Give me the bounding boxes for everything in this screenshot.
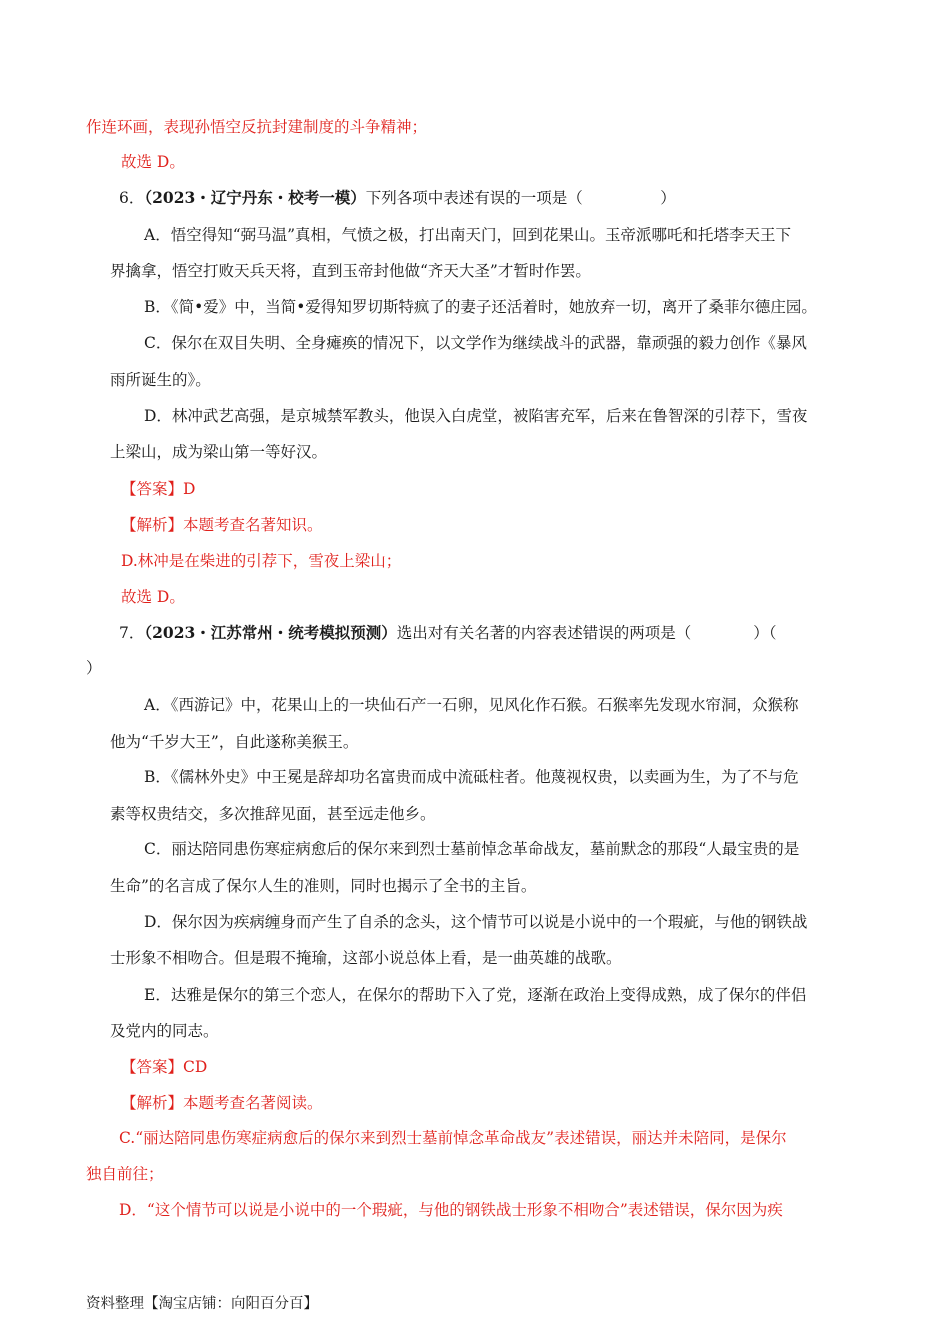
q6-answer-label: 【答案】	[121, 480, 184, 498]
page-footer: 资料整理【淘宝店铺：向阳百分百】	[86, 1296, 318, 1312]
q6-answer-value: D	[183, 480, 196, 498]
q6-option-a-line1: A．悟空得知“弼马温”真相，气愤之极，打出南天门，回到花果山。玉帝派哪吒和托塔李天王下	[144, 226, 792, 244]
question-7-stem: 选出对有关名著的内容表述错误的两项是（ ）（	[396, 624, 777, 642]
question-6-header	[119, 187, 676, 209]
question-7-number: 7．	[119, 624, 145, 642]
q7-option-a-line2: 他为“千岁大王”，自此遂称美猴王。	[110, 733, 359, 751]
question-7-header	[119, 622, 777, 644]
q7-option-e-line2: 及党内的同志。	[110, 1022, 219, 1040]
q6-option-d-line1: D．林冲武艺高强，是京城禁军教头，他误入白虎堂，被陷害充军，后来在鲁智深的引荐下，雪夜	[144, 407, 808, 425]
q7-answer	[121, 1056, 207, 1078]
q7-option-d-line1: D．保尔因为疾病缠身而产生了自杀的念头，这个情节可以说是小说中的一个瑕疵，与他的钢铁战	[144, 913, 808, 931]
q7-option-c-line2: 生命”的名言成了保尔人生的准则，同时也揭示了全书的主旨。	[110, 877, 537, 895]
q7-analysis	[121, 1092, 323, 1114]
q7-explanation-c-line1: C.“丽达陪同患伤寒症病愈后的保尔来到烈士墓前悼念革命战友”表述错误，丽达并未陪同，是保尔	[119, 1129, 787, 1147]
question-6-stem: 下列各项中表述有误的一项是（ ）	[365, 189, 676, 207]
q6-option-a-line2: 界擒拿，悟空打败天兵天将，直到玉帝封他做“齐天大圣”才暂时作罢。	[110, 262, 591, 280]
q7-option-b-line1: B．《儒林外史》中王冕是辞却功名富贵而成中流砥柱者。他蔑视权贵，以卖画为生，为了不与危	[144, 768, 799, 786]
q7-answer-value: CD	[183, 1058, 208, 1076]
q6-analysis-text: 本题考查名著知识。	[183, 516, 323, 534]
q7-explanation-c-line2: 独自前往；	[86, 1165, 164, 1183]
q7-option-c-line1: C．丽达陪同患伤寒症病愈后的保尔来到烈士墓前悼念革命战友，墓前默念的那段“人最宝贵的是	[144, 840, 800, 858]
question-7-stem-end: ）	[86, 659, 102, 677]
q7-option-e-line1: E．达雅是保尔的第三个恋人，在保尔的帮助下入了党，逐渐在政治上变得成熟，成了保尔的伴侣	[144, 986, 807, 1004]
question-7-source: （2023・江苏常州・统考模拟预测）	[144, 623, 397, 642]
q7-option-b-line2: 素等权贵结交，多次推辞见面，甚至远走他乡。	[110, 805, 436, 823]
q7-analysis-label: 【解析】	[121, 1094, 184, 1112]
question-6-source: （2023・辽宁丹东・校考一模）	[144, 188, 366, 207]
prev-analysis-tail: 作连环画，表现孙悟空反抗封建制度的斗争精神；	[86, 118, 428, 136]
question-6-number: 6．	[119, 189, 145, 207]
q6-option-c-line2: 雨所诞生的》。	[110, 371, 211, 389]
q6-answer	[121, 478, 195, 500]
q7-answer-label: 【答案】	[121, 1058, 184, 1076]
q7-option-d-line2: 士形象不相吻合。但是瑕不掩瑜，这部小说总体上看，是一曲英雄的战歌。	[110, 949, 622, 967]
q6-analysis-label: 【解析】	[121, 516, 184, 534]
prev-choose: 故选 D。	[121, 153, 185, 171]
q6-explanation: D.林冲是在柴进的引荐下，雪夜上梁山；	[121, 552, 402, 570]
q6-choose: 故选 D。	[121, 588, 185, 606]
q7-option-a-line1: A．《西游记》中，花果山上的一块仙石产一石卵，见风化作石猴。石猴率先发现水帘洞，众猴称	[144, 696, 799, 714]
q6-option-c-line1: C．保尔在双目失明、全身瘫痪的情况下，以文学作为继续战斗的武器，靠顽强的毅力创作《暴风	[144, 334, 807, 352]
q7-explanation-d-line1: D．“这个情节可以说是小说中的一个瑕疵，与他的钢铁战士形象不相吻合”表述错误，保尔因为疾	[119, 1201, 783, 1219]
q6-option-d-line2: 上梁山，成为梁山第一等好汉。	[110, 443, 328, 461]
q7-analysis-text: 本题考查名著阅读。	[183, 1094, 323, 1112]
q6-option-b: B．《简•爱》中，当简•爱得知罗切斯特疯了的妻子还活着时，她放弃一切，离开了桑菲尔德庄园。	[144, 298, 817, 316]
q6-analysis	[121, 514, 323, 536]
